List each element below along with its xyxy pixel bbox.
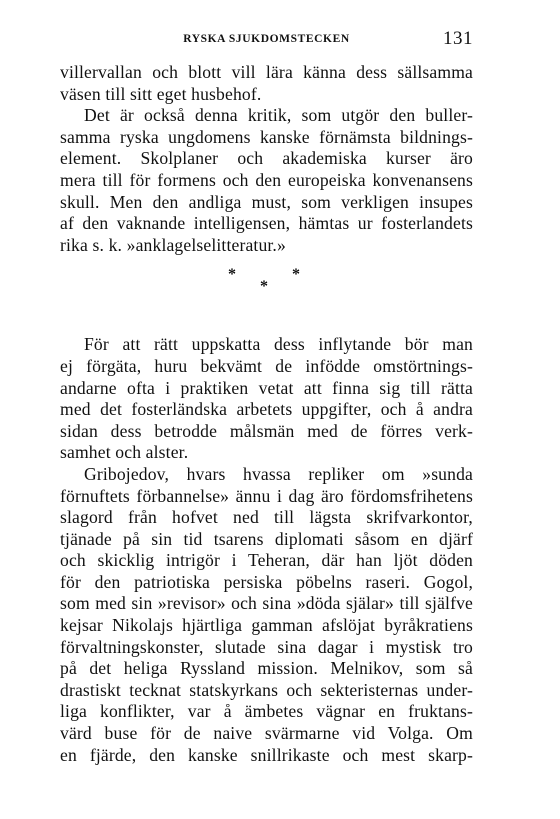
text-line: som med sin »revisor» och sina »döda själar» till själfve [60,593,473,614]
text-line: med det fosterländska arbetets uppgifter, och å andra [60,399,473,420]
text-line: För att rätt uppskatta dess inflytande bör man [84,334,473,355]
spacer [60,314,473,334]
text-line: förvaltningskonster, slutade sina dagar i mystisk tro [60,636,473,657]
paragraph-3 [60,334,473,464]
running-head: RYSKA SJUKDOMSTECKEN [183,33,350,45]
text-line: rika s. k. »anklagelselitteratur.» [60,234,286,255]
text-line: skull. Men den andliga must, som verkligen insupes [60,191,473,212]
text-line: andarne ofta i praktiken vetat att finna sig till rätta [60,377,473,398]
text-line: förnuftets förbannelse» ännu i dag äro fördomsfrihetens [60,485,473,506]
paragraph-4 [60,464,473,766]
text-line: väsen till sitt eget husbehof. [60,83,262,104]
text-line: sidan dess betrodde målsmän med de förres verk- [60,420,473,441]
text-line: ej förgäta, huru bekvämt de infödde omstörtnings- [60,355,473,376]
text-line: element. Skolplaner och akademiska kurser äro [60,148,473,169]
text-line: tjänade på sin tid tsarens diplomati såsom en djärf [60,528,473,549]
page-header [60,28,473,62]
text-line: kejsar Nikolajs hjärtliga gamman afslöjat byråkratiens [60,615,473,636]
text-line: liga konflikter, var å ämbetes vägnar en fruktans- [60,701,473,722]
text-line: af den vaknande intelligensen, hämtas ur fosterlandets [60,213,473,234]
text-line: drastiskt tecknat statskyrkans och sekteristernas under- [60,679,473,700]
paragraph-1 [60,62,473,105]
paragraph-2 [60,105,473,256]
text-line: på det heliga Ryssland mission. Melnikov, som så [60,658,473,679]
text-line: samhet och alster. [60,442,189,463]
text-line: samma ryska ungdomens kanske förnämsta bildnings- [60,126,473,147]
text-line: mera till för formens och den europeiska konvenansens [60,169,473,190]
asterisk: * [292,266,300,284]
text-line: slagord från hofvet ned till lägsta skrifvarkontor, [60,507,473,528]
text-line: Det är också denna kritik, som utgör den buller- [84,105,473,126]
asterisk: * [228,266,236,284]
text-line: för den patriotiska persiska pöbelns raseri. Gogol, [60,571,473,592]
asterisk: * [260,278,268,296]
text-line: en fjärde, den kanske snillrikaste och mest skarp- [60,744,473,765]
page-number: 131 [443,28,473,49]
book-page [60,28,473,766]
text-line: villervallan och blott vill lära känna dess sällsamma [60,62,473,82]
text-line: och skicklig intrigör i Teheran, där han ljöt döden [60,550,473,571]
text-line: värd buse för de naive svärmarne vid Volga. Om [60,723,473,744]
text-line: Gribojedov, hvars hvassa repliker om »sunda [84,463,473,484]
section-asterism [60,262,473,314]
